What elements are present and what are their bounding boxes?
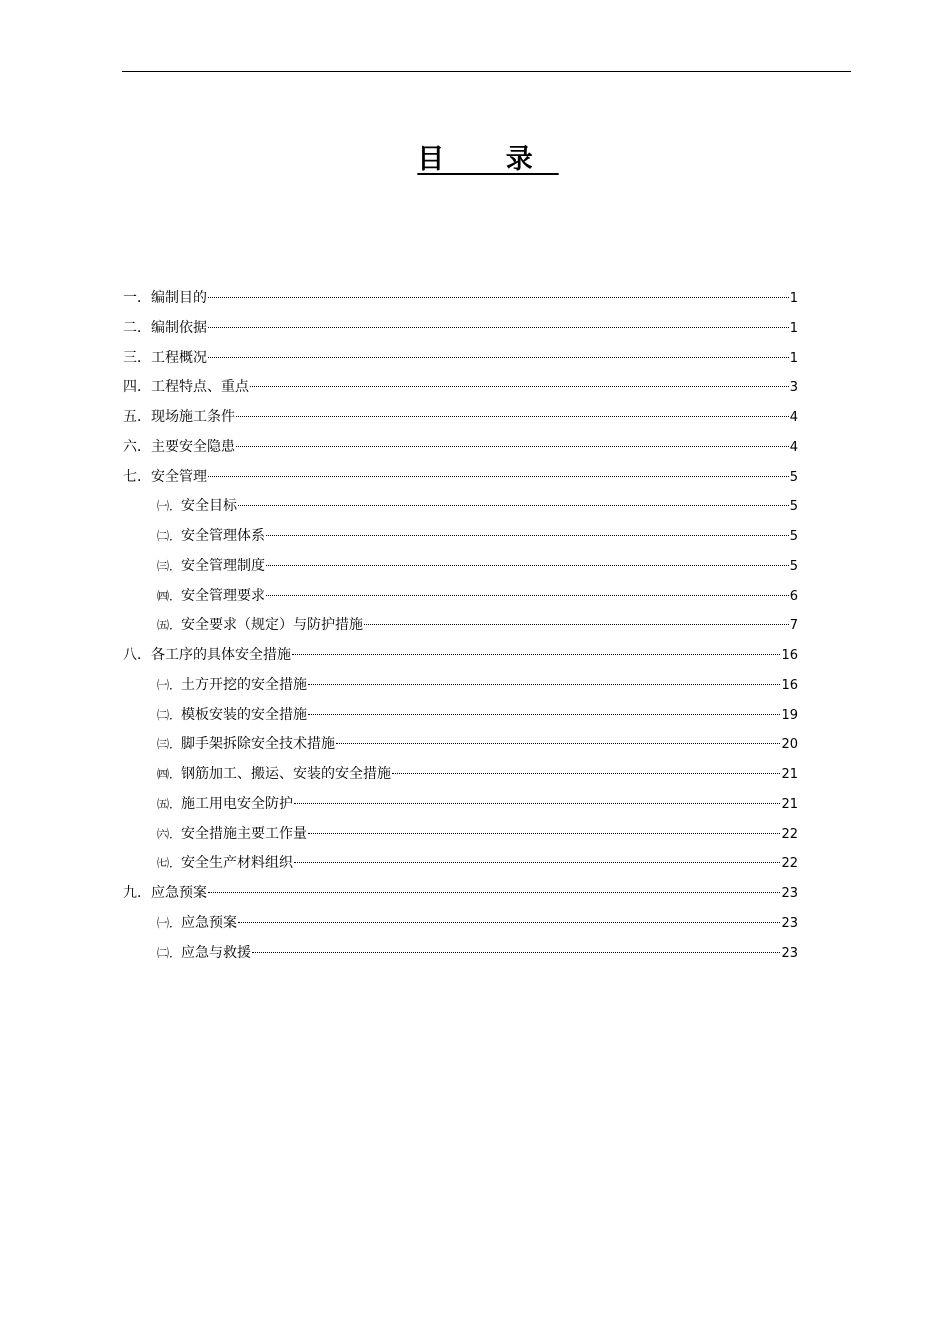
toc-dot-leader (392, 773, 780, 774)
toc-subentry[interactable] (123, 820, 798, 850)
toc-entry-page: 22 (781, 826, 798, 842)
toc-subentry[interactable] (123, 582, 798, 612)
toc-entry-number: ㈢． (157, 558, 182, 573)
toc-entry-page: 7 (789, 618, 798, 634)
toc-entry-number: ㈥． (157, 826, 182, 841)
toc-entry-page: 5 (789, 529, 798, 544)
toc-entry-number: ㈠． (157, 499, 182, 514)
toc-subentry[interactable] (123, 552, 798, 582)
toc-entry-number: ㈠． (157, 915, 182, 930)
toc-entry-title: 现场施工条件 (151, 409, 235, 425)
toc-subentry[interactable] (123, 611, 798, 641)
toc-entry-number: ㈡． (157, 529, 182, 543)
toc-dot-leader (208, 892, 780, 893)
toc-entry[interactable] (123, 373, 798, 403)
toc-subentry[interactable] (123, 701, 798, 731)
toc-dot-leader (238, 505, 789, 506)
toc-dot-leader (308, 684, 780, 685)
toc-dot-leader (294, 862, 780, 863)
toc-entry-title: 各工序的具体安全措施 (151, 647, 291, 663)
toc-dot-leader (252, 952, 780, 953)
toc-entry[interactable] (123, 344, 798, 374)
toc-entry-title: 编制依据 (151, 319, 207, 336)
toc-entry-page: 22 (781, 856, 798, 872)
toc-dot-leader (292, 654, 780, 655)
toc-entry-title: 安全措施主要工作量 (181, 825, 308, 842)
toc-dot-leader (208, 476, 789, 477)
toc-subentry[interactable] (123, 671, 798, 701)
toc-entry[interactable] (123, 403, 798, 433)
toc-list (123, 284, 798, 968)
toc-entry-title: 安全管理体系 (181, 528, 266, 544)
toc-entry-number: 四． (123, 379, 151, 396)
toc-entry-number: ㈡． (157, 945, 182, 960)
toc-entry-page: 20 (781, 737, 798, 753)
toc-entry-number: 五． (123, 409, 151, 425)
toc-entry-number: 二． (123, 319, 151, 336)
toc-entry-page: 3 (789, 380, 798, 396)
toc-entry-page: 6 (789, 588, 798, 604)
toc-entry-title: 编制目的 (151, 290, 207, 306)
toc-dot-leader (236, 416, 789, 417)
toc-entry-page: 23 (781, 886, 798, 901)
toc-entry-page: 5 (789, 558, 798, 574)
header-rule (122, 71, 851, 72)
toc-entry[interactable] (123, 433, 798, 463)
toc-entry[interactable] (123, 641, 798, 671)
toc-dot-leader (238, 922, 780, 923)
toc-dot-leader (308, 833, 780, 834)
toc-entry-number: 八． (123, 647, 151, 663)
toc-entry-number: 六． (123, 438, 151, 455)
toc-entry-number: 一． (123, 290, 151, 306)
toc-entry-page: 23 (781, 915, 798, 931)
toc-entry-page: 21 (781, 767, 798, 782)
toc-title (0, 140, 950, 180)
toc-entry-number: ㈠． (157, 677, 182, 692)
toc-entry-number: ㈤． (157, 618, 182, 633)
toc-dot-leader (250, 386, 789, 387)
toc-entry-title: 安全管理 (151, 468, 207, 485)
toc-entry-title: 安全管理要求 (181, 587, 266, 604)
toc-entry-page: 5 (789, 499, 798, 515)
toc-dot-leader (364, 624, 789, 625)
toc-entry-title: 工程特点、重点 (151, 379, 249, 396)
toc-dot-leader (208, 297, 789, 298)
toc-entry-number: ㈡． (157, 707, 182, 722)
toc-entry-title: 安全要求（规定）与防护措施 (181, 617, 364, 634)
toc-entry-page: 1 (789, 350, 798, 366)
toc-entry[interactable] (123, 284, 798, 314)
toc-dot-leader (208, 357, 789, 358)
toc-dot-leader (266, 535, 789, 536)
toc-dot-leader (294, 803, 780, 804)
toc-entry-number: ㈢． (157, 737, 182, 752)
toc-entry-page: 1 (789, 291, 798, 306)
toc-entry-number: ㈦． (157, 856, 182, 871)
toc-entry-number: ㈣． (157, 588, 182, 603)
toc-entry-number: ㈣． (157, 767, 182, 781)
toc-entry-page: 19 (781, 707, 798, 723)
toc-entry-page: 4 (789, 410, 798, 425)
toc-dot-leader (336, 743, 780, 744)
toc-subentry[interactable] (123, 849, 798, 879)
toc-dot-leader (236, 446, 789, 447)
toc-subentry[interactable] (123, 760, 798, 790)
toc-entry-title: 主要安全隐患 (151, 438, 235, 455)
toc-entry-title: 安全目标 (181, 498, 238, 515)
toc-subentry[interactable] (123, 492, 798, 522)
toc-subentry[interactable] (123, 790, 798, 820)
toc-entry-number: ㈤． (157, 796, 182, 811)
toc-subentry[interactable] (123, 939, 798, 969)
toc-subentry[interactable] (123, 730, 798, 760)
toc-entry-title: 应急预案 (181, 914, 238, 931)
toc-dot-leader (308, 714, 780, 715)
toc-entry-title: 安全管理制度 (181, 557, 266, 574)
toc-entry-title: 施工用电安全防护 (181, 795, 294, 812)
toc-dot-leader (266, 595, 789, 596)
toc-dot-leader (208, 327, 789, 328)
toc-entry-title: 钢筋加工、搬运、安装的安全措施 (181, 766, 392, 782)
toc-entry-title: 模板安装的安全措施 (181, 706, 308, 723)
toc-dot-leader (266, 565, 789, 566)
toc-entry[interactable] (123, 463, 798, 493)
toc-entry-title: 应急预案 (151, 885, 207, 901)
toc-entry-page: 16 (781, 648, 798, 663)
toc-entry-number: 九． (123, 885, 151, 901)
toc-subentry[interactable] (123, 522, 798, 552)
toc-entry-page: 1 (789, 320, 798, 336)
toc-entry-title: 脚手架拆除安全技术措施 (181, 736, 336, 753)
toc-entry[interactable] (123, 879, 798, 909)
toc-entry-page: 16 (781, 677, 798, 693)
toc-entry-title: 安全生产材料组织 (181, 855, 294, 872)
toc-entry-page: 5 (789, 469, 798, 485)
toc-entry-page: 23 (781, 945, 798, 961)
toc-entry-title: 应急与救援 (181, 944, 252, 961)
toc-title-text: 目 录 (417, 144, 559, 175)
toc-entry-number: 七． (123, 468, 151, 485)
toc-entry-title: 工程概况 (151, 349, 207, 366)
toc-entry-page: 4 (789, 439, 798, 455)
toc-entry-title: 土方开挖的安全措施 (181, 676, 308, 693)
toc-subentry[interactable] (123, 909, 798, 939)
toc-entry-page: 21 (781, 796, 798, 812)
toc-entry[interactable] (123, 314, 798, 344)
toc-entry-number: 三． (123, 349, 151, 366)
